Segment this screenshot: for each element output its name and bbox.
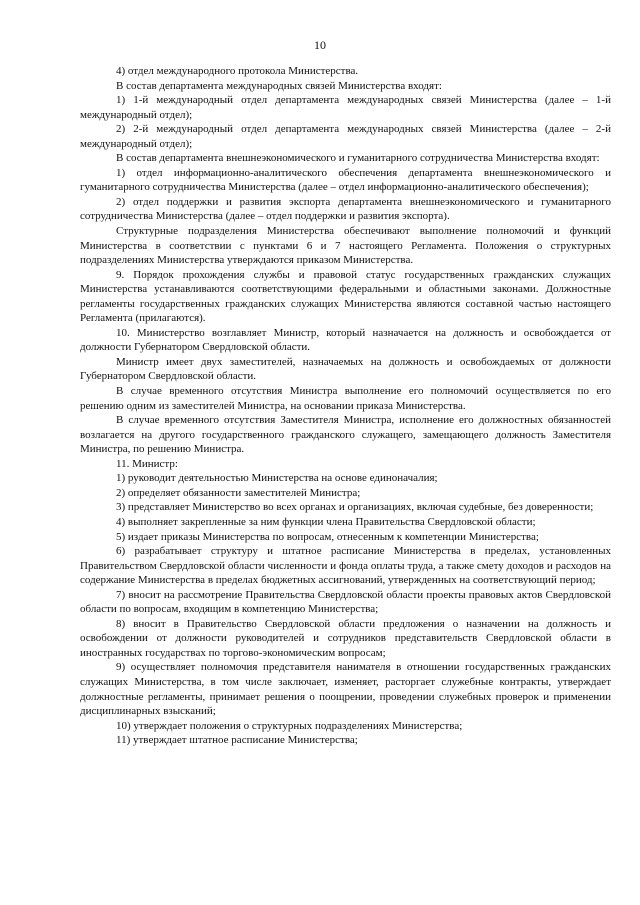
page-number: 10 xyxy=(314,38,326,52)
paragraph: 2) определяет обязанности заместителей Министра; xyxy=(116,486,361,499)
paragraph: 5) издает приказы Министерства по вопросам, отнесенным к компетенции Министерства; xyxy=(116,530,539,543)
paragraph: 11. Министр: xyxy=(116,457,178,470)
paragraph: 10. Министерство возглавляет Министр, который назначается на должность и освобождается от должности Губернатором Свердловской области. xyxy=(80,326,611,354)
paragraph: Министр имеет двух заместителей, назначаемых на должность и освобождаемых от должности Губернатором Свердловской области. xyxy=(80,355,611,383)
paragraph: В состав департамента международных связей Министерства входят: xyxy=(116,79,442,92)
paragraph: 1) 1-й международный отдел департамента международных связей Министерства (далее – 1-й международный отдел); xyxy=(80,94,611,121)
paragraph: 2) отдел поддержки и развития экспорта департамента внешнеэкономического и гуманитарного сотрудничества Министерства (далее – отдел поддержки и развития экспорта). xyxy=(80,195,611,223)
paragraph: 9) осуществляет полномочия представителя нанимателя в отношении государственных гражданских служащих Министерства, в том числе заключает, изменяет, расторгает служебные контракты, утверждает должностные регламенты, принимает решения о поощрении, проведении служебных проверок и применении дисциплинарных взысканий; xyxy=(80,661,611,718)
paragraph: 6) разрабатывает структуру и штатное расписание Министерства в пределах, установленных Правительством Свердловской области численности и фонда оплаты труда, а также смету доходов и расходов на содержание Министерства в пределах бюджетных ассигнований, утвержденных на соответствующий период; xyxy=(80,545,611,587)
paragraph: 2) 2-й международный отдел департамента международных связей Министерства (далее – 2-й международный отдел); xyxy=(80,123,611,150)
document-body xyxy=(80,64,611,748)
paragraph: 9. Порядок прохождения службы и правовой статус государственных гражданских служащих Министерства устанавливаются соответствующими федеральными и областными законами. Должностные регламенты государственных гражданских служащих Министерства являются составной частью настоящего Регламента (прилагаются). xyxy=(80,268,611,325)
paragraph: 4) отдел международного протокола Министерства. xyxy=(116,65,359,77)
paragraph: 7) вносит на рассмотрение Правительства Свердловской области проекты правовых актов Свердловской области по вопросам, входящим в компетенцию Министерства; xyxy=(80,588,611,616)
paragraph: 1) руководит деятельностью Министерства на основе единоначалия; xyxy=(116,472,438,485)
paragraph: В состав департамента внешнеэкономического и гуманитарного сотрудничества Министерства входят: xyxy=(116,152,600,165)
paragraph: В случае временного отсутствия Министра выполнение его полномочий осуществляется по его решению одним из заместителей Министра, на основании приказа Министерства. xyxy=(80,385,611,412)
paragraph: 4) выполняет закрепленные за ним функции члена Правительства Свердловской области; xyxy=(116,515,536,528)
paragraph: 1) отдел информационно-аналитического обеспечения департамента внешнеэкономического и гуманитарного сотрудничества Министерства (далее – отдел информационно-аналитического обеспечения); xyxy=(80,166,611,194)
paragraph: 10) утверждает положения о структурных подразделениях Министерства; xyxy=(116,719,463,732)
paragraph: 8) вносит в Правительство Свердловской области предложения о назначении на должность и освобождении от должности руководителей и сотрудников представительств Свердловской области в иностранных государствах по торгово-экономическим вопросам; xyxy=(80,617,611,659)
paragraph: 11) утверждает штатное расписание Министерства; xyxy=(116,734,358,747)
paragraph: Структурные подразделения Министерства обеспечивают выполнение полномочий и функций Министерства в соответствии с пунктами 6 и 7 настоящего Регламента. Положения о структурных подразделениях Министерства утверждаются приказом Министерства. xyxy=(80,225,611,267)
paragraph: 3) представляет Министерство во всех органах и организациях, включая судебные, без доверенности; xyxy=(116,501,594,514)
paragraph: В случае временного отсутствия Заместителя Министра, исполнение его должностных обязанностей возлагается на другого государственного гражданского служащего, замещающего должность Заместителя Министра, по решению Министра. xyxy=(80,414,611,456)
